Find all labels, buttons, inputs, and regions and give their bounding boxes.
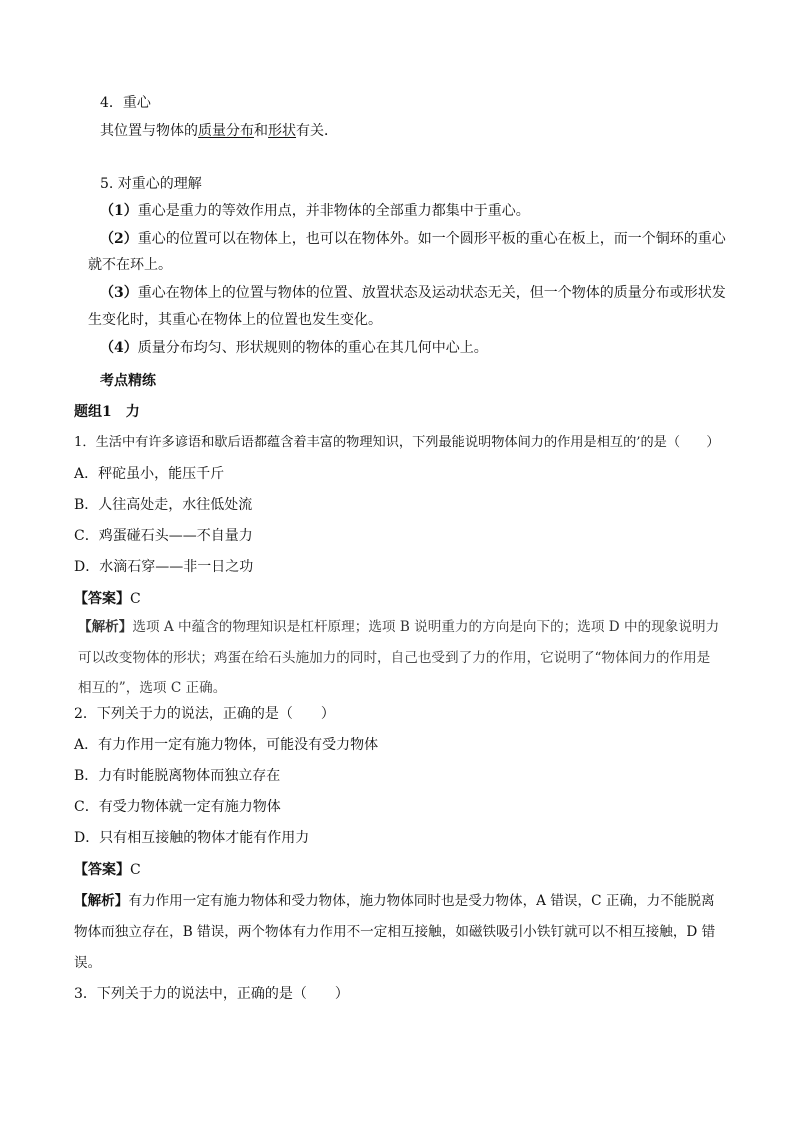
section-5-point-4: [100, 339, 488, 357]
question-2-option-a: A．有力作用一定有施力物体，可能没有受力物体: [74, 737, 379, 753]
question-2-answer: [74, 861, 141, 879]
section-5-point-3-line-2: 生变化时，其重心在物体上的位置也发生变化。: [88, 312, 382, 328]
question-1-analysis-line-1: [78, 618, 719, 636]
section-5-heading: 5. 对重心的理解: [100, 176, 202, 192]
point-text: 质量分布均匀、形状规则的物体的重心在其几何中心上。: [137, 340, 488, 356]
question-1-option-b: B．人往高处走，水往低处流: [74, 497, 253, 513]
point-number: （1）: [100, 203, 138, 219]
section-4-text-pre: 其位置与物体的: [100, 123, 198, 139]
section-4-text-post: 有关．: [296, 123, 338, 139]
section-title: 考点精练: [100, 373, 156, 389]
section-5-point-2-line-1: [100, 230, 726, 248]
question-2-option-d: D．只有相互接触的物体才能有作用力: [74, 830, 310, 846]
question-2-option-b: B．力有时能脱离物体而独立存在: [74, 768, 281, 784]
question-2-analysis-line-2: 物体而独立存在，B 错误，两个物体有力作用不一定相互接触，如磁铁吸引小铁钉就可以不相互接触，D 错: [74, 924, 716, 940]
point-number: （2）: [100, 231, 138, 247]
question-2-analysis-line-3: 误。: [74, 955, 102, 971]
analysis-tag: 【解析】: [74, 893, 129, 909]
question-1-stem: 1．生活中有许多谚语和歇后语都蕴含着丰富的物理知识，下列最能说明物体间力的作用是相互的’的是（ ）: [74, 435, 720, 450]
analysis-text: 选项 A 中蕴含的物理知识是杠杆原理；选项 B 说明重力的方向是向下的；选项 D 中的现象说明力: [132, 619, 720, 635]
point-number: （4）: [100, 340, 138, 356]
question-1-answer: [74, 590, 141, 608]
question-1-option-d: D．水滴石穿——非一日之功: [74, 559, 254, 575]
section-5-point-3-line-1: [100, 284, 726, 302]
underlined-mass-distribution: 质量分布: [198, 123, 254, 139]
question-1-option-c: C．鸡蛋碰石头——不自量力: [74, 528, 253, 544]
section-4-text: [100, 122, 338, 140]
question-2-option-c: C．有受力物体就一定有施力物体: [74, 799, 281, 815]
answer-value: C: [130, 862, 141, 878]
section-5-point-2-line-2: 就不在环上。: [88, 257, 172, 273]
question-2-stem: 2．下列关于力的说法，正确的是（ ）: [74, 706, 335, 722]
point-number: （3）: [100, 285, 138, 301]
point-text: 重心的位置可以在物体上，也可以在物体外。如一个圆形平板的重心在板上，而一个铜环的重心: [137, 231, 726, 247]
answer-tag: 【答案】: [74, 591, 130, 607]
analysis-text: 有力作用一定有施力物体和受力物体，施力物体同时也是受力物体，A 错误，C 正确，力不能脱离: [128, 893, 715, 909]
point-text: 重心是重力的等效作用点，并非物体的全部重力都集中于重心。: [137, 203, 530, 219]
point-text: 重心在物体上的位置与物体的位置、放置状态及运动状态无关，但一个物体的质量分布或形状发: [137, 285, 726, 301]
question-3-stem: 3．下列关于力的说法中，正确的是（ ）: [74, 986, 349, 1002]
answer-tag: 【答案】: [74, 862, 130, 878]
underlined-shape: 形状: [268, 123, 296, 139]
analysis-tag: 【解析】: [78, 619, 133, 635]
question-1-option-a: A．秤砣虽小，能压千斤: [74, 466, 225, 482]
section-4-text-mid: 和: [254, 123, 268, 139]
question-1-analysis-line-3: 相互的”，选项 C 正确。: [78, 680, 227, 696]
question-2-analysis-line-1: [74, 892, 715, 910]
answer-value: C: [130, 591, 141, 607]
section-5-point-1: [100, 202, 530, 220]
group-title: 题组1 力: [74, 404, 140, 420]
section-4-heading: 4．重心: [100, 95, 151, 111]
question-1-analysis-line-2: 可以改变物体的形状；鸡蛋在给石头施加力的同时，自己也受到了力的作用，它说明了“物体间力的作用是: [78, 650, 711, 666]
